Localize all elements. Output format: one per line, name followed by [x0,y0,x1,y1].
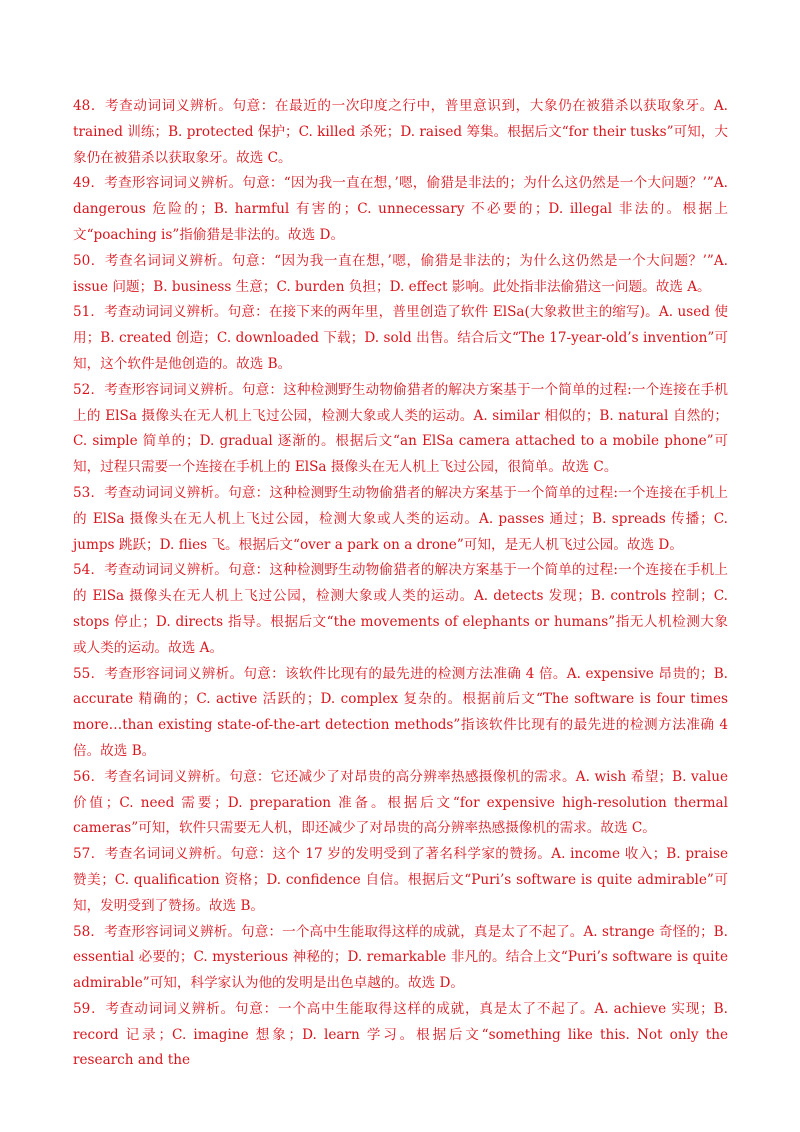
explanation-51: 51．考查动词词义辨析。句意：在接下来的两年里，普里创造了软件 ElSa(大象救世主的缩写)。A. used 使用；B. created 创造；C. downloaded 下载；D. sold 出售。结合后文“The 17-year-old’s invention”可知，这个软件是他创造的。故选 B。 [73,304,728,372]
explanation-54: 54．考查动词词义辨析。句意：这种检测野生动物偷猎者的解决方案基于一个简单的过程:一个连接在手机上的 ElSa 摄像头在无人机上飞过公园，检测大象或人类的运动。A. detects 发现；B. controls 控制；C. stops 停止；D. directs 指导。根据后文“the movements of elephants or humans”指无人机检测大象或人类的运动。故选 A。 [73,562,728,656]
explanation-49: 49．考查形容词词义辨析。句意：“因为我一直在想，’嗯，偷猎是非法的；为什么这仍然是一个大问题？’”A. dangerous 危险的；B. harmful 有害的；C. unnecessary 不必要的；D. illegal 非法的。根据上文“poaching is”指偷猎是非法的。故选 D。 [73,175,728,243]
explanation-57: 57．考查名词词义辨析。句意：这个 17 岁的发明受到了著名科学家的赞扬。A. income 收入；B. praise 赞美；C. qualification 资格；D. confidence 自信。根据后文“Puri’s software is quite admirable”可知，发明受到了赞扬。故选 B。 [73,846,728,914]
answer-explanations [73,94,728,1074]
explanation-50: 50．考查名词词义辨析。句意：“因为我一直在想，’嗯，偷猎是非法的；为什么这仍然是一个大问题？’”A. issue 问题；B. business 生意；C. burden 负担；D. effect 影响。此处指非法偷猎这一问题。故选 A。 [73,252,728,295]
explanation-48: 48．考查动词词义辨析。句意：在最近的一次印度之行中，普里意识到，大象仍在被猎杀以获取象牙。A. trained 训练；B. protected 保护；C. killed 杀死；D. raised 筹集。根据后文“for their tusks”可知，大象仍在被猎杀以获取象牙。故选 C。 [73,98,728,166]
explanation-55: 55．考查形容词词义辨析。句意：该软件比现有的最先进的检测方法准确 4 倍。A. expensive 昂贵的；B. accurate 精确的；C. active 活跃的；D. complex 复杂的。根据前后文“The software is four times more…than existing state-of-the-art detection methods”指该软件比现有的最先进的检测方法准确 4 倍。故选 B。 [73,665,728,759]
explanation-52: 52．考查形容词词义辨析。句意：这种检测野生动物偷猎者的解决方案基于一个简单的过程:一个连接在手机上的 ElSa 摄像头在无人机上飞过公园，检测大象或人类的运动。A. similar 相似的；B. natural 自然的；C. simple 简单的；D. gradual 逐渐的。根据后文“an ElSa camera attached to a mobile phone”可知，过程只需要一个连接在手机上的 ElSa 摄像头在无人机上飞过公园，很简单。故选 C。 [73,381,728,476]
explanation-53: 53．考查动词词义辨析。句意：这种检测野生动物偷猎者的解决方案基于一个简单的过程:一个连接在手机上的 ElSa 摄像头在无人机上飞过公园，检测大象或人类的运动。A. passes 通过；B. spreads 传播；C. jumps 跳跃；D. flies 飞。根据后文“over a park on a drone”可知，是无人机飞过公园。故选 D。 [73,484,728,553]
explanation-59: 59．考查动词词义辨析。句意：一个高中生能取得这样的成就，真是太了不起了。A. achieve 实现；B. record 记录；C. imagine 想象；D. learn 学习。根据后文“something like this. Not only the research and the [73,1000,728,1069]
explanation-56: 56．考查名词词义辨析。句意：它还减少了对昂贵的高分辨率热感摄像机的需求。A. wish 希望；B. value 价值；C. need 需要；D. preparation 准备。根据后文“for expensive high-resolution thermal cameras”可知，软件只需要无人机，即还减少了对昂贵的高分辨率热感摄像机的需求。故选 C。 [73,768,728,837]
explanation-58: 58．考查形容词词义辨析。句意：一个高中生能取得这样的成就，真是太了不起了。A. strange 奇怪的；B. essential 必要的；C. mysterious 神秘的；D. remarkable 非凡的。结合上文“Puri’s software is quite admirable”可知，科学家认为他的发明是出色卓越的。故选 D。 [73,923,728,992]
